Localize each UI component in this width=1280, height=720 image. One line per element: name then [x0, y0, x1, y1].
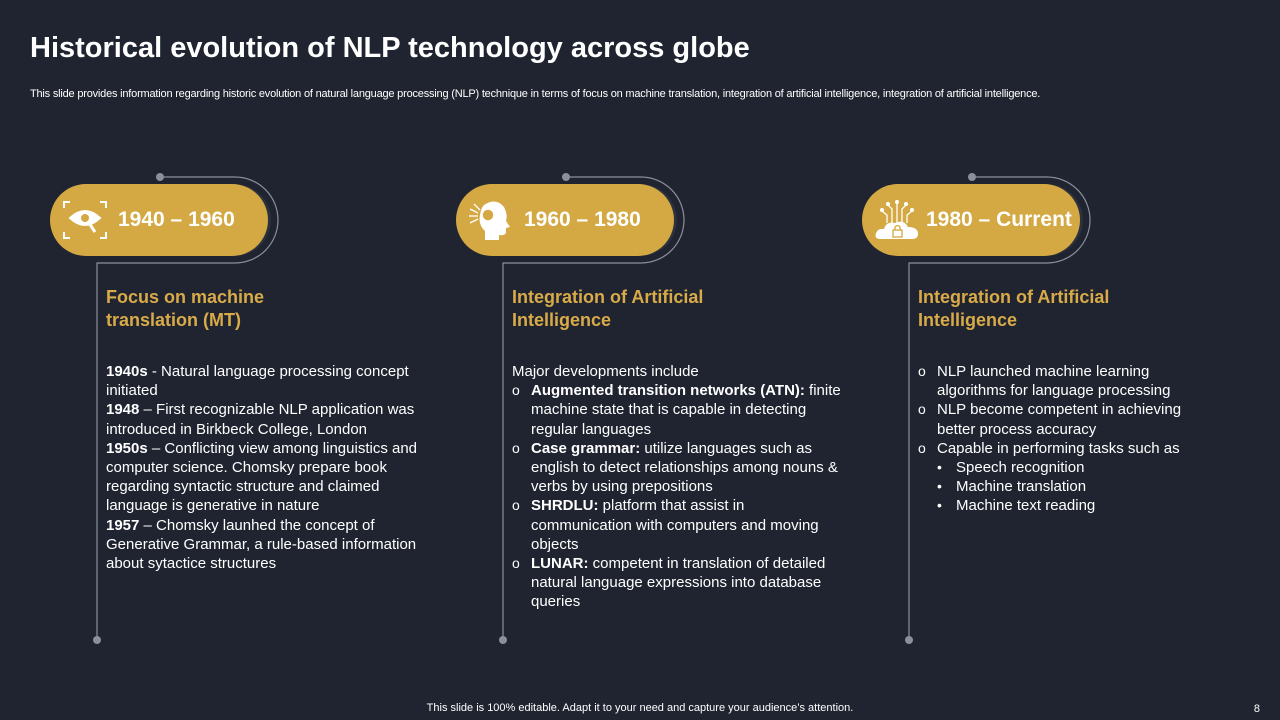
entry: 1940s - Natural language processing concept initiated [106, 363, 409, 400]
bullet-item: o NLP become competent in achieving better process accuracy [918, 401, 1182, 438]
period-pill [862, 184, 1080, 256]
period-pill [50, 184, 268, 256]
page-number: 8 [1253, 703, 1260, 715]
entry: 1950s – Conflicting view among linguistics and computer science. Chomsky prepare book regarding syntactic structure and claimed language is generative in nature [106, 439, 418, 515]
bullet-item: o NLP launched machine learning algorithms for language processing [918, 363, 1171, 400]
entry: 1957 – Chomsky launhed the concept of Generative Grammar, a rule-based information about sytactice structures [106, 516, 417, 573]
sub-bullet-item: • Machine translation [937, 478, 1087, 496]
timeline-column-1960-1980 [456, 170, 856, 650]
eye-search-icon [62, 197, 108, 243]
head-brain-icon [468, 197, 514, 243]
footer-note: This slide is 100% editable. Adapt it to your need and capture your audience’s attention. [426, 702, 854, 714]
bullet-item: o LUNAR: competent in translation of detailed natural language expressions into database queries [512, 555, 826, 611]
bullet-item: o SHRDLU: platform that assist in communication with computers and moving objects [512, 497, 819, 553]
column-heading: Integration of Artificial Intelligence [512, 287, 704, 330]
sub-bullet-item: • Speech recognition [937, 459, 1085, 477]
column-heading: Integration of Artificial Intelligence [918, 287, 1110, 330]
cloud-lock-icon [874, 197, 920, 243]
page-subtitle: This slide provides information regarding historic evolution of natural language processing (NLP) technique in terms of focus on machine translation, integration of artificial intelligence, integration of artificial intelligence. [30, 88, 1041, 100]
timeline-column-1980-current [862, 170, 1262, 650]
bullet-item: o Capable in performing tasks such as [918, 439, 1180, 457]
period-years: 1960 – 1980 [524, 208, 641, 231]
column-body [512, 362, 842, 612]
bullet-item: o Augmented transition networks (ATN): finite machine state that is capable in detecting regular languages [512, 382, 841, 438]
column-body [918, 362, 1218, 516]
bullet-item: o Case grammar: utilize languages such as english to detect relationships among nouns & verbs by using prepositions [512, 439, 838, 496]
intro-text: Major developments include [512, 363, 699, 380]
entry: 1948 – First recognizable NLP application was introduced in Birkbeck College, London [106, 401, 415, 438]
period-years: 1980 – Current [926, 208, 1072, 231]
column-body [106, 362, 421, 573]
column-heading: Focus on machine translation (MT) [106, 287, 265, 330]
period-years: 1940 – 1960 [118, 208, 235, 231]
timeline-column-1940-1960 [50, 170, 450, 650]
period-pill [456, 184, 674, 256]
page-title: Historical evolution of NLP technology across globe [30, 32, 750, 64]
sub-bullet-item: • Machine text reading [937, 497, 1096, 515]
